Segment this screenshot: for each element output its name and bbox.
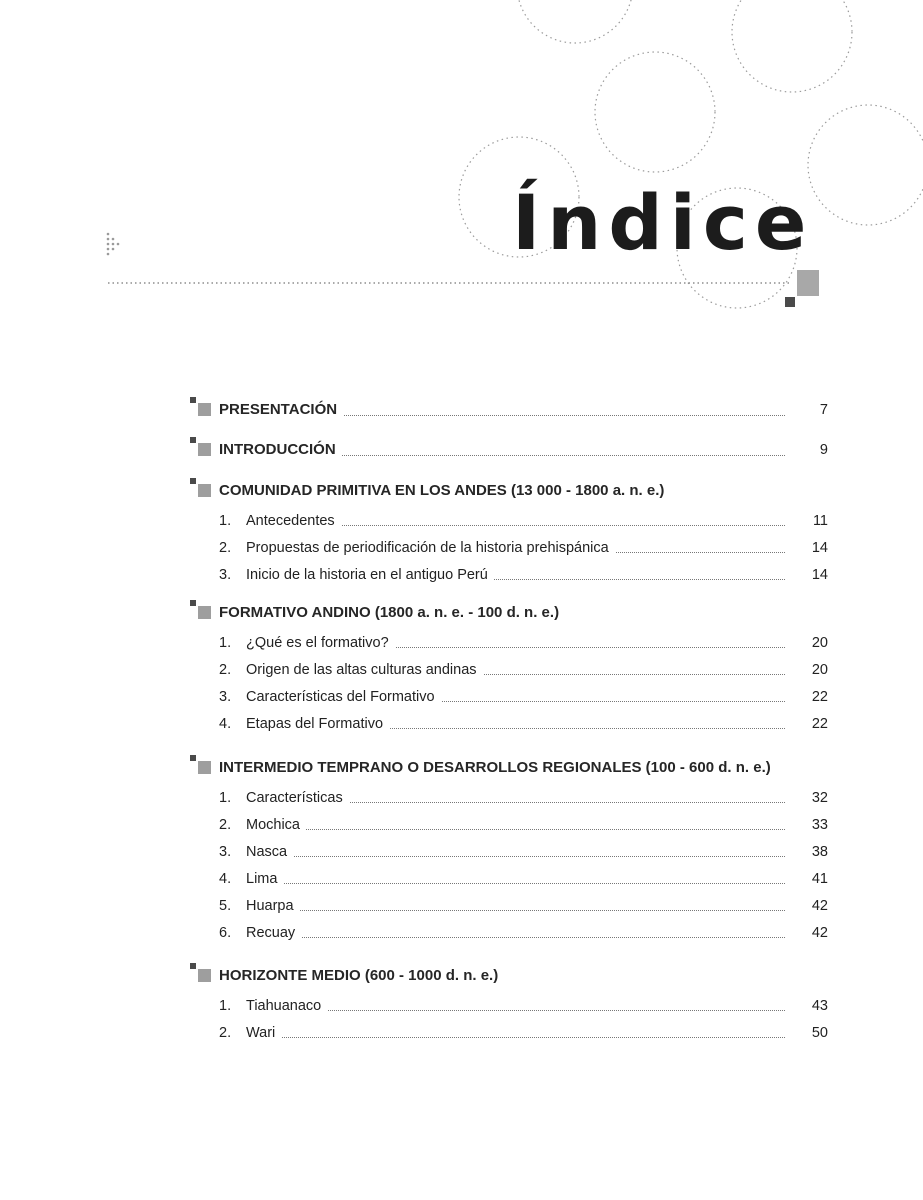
toc-section [190,482,830,593]
bullet-square-icon [190,600,212,622]
toc-entry-text: Características [246,789,349,807]
toc-entry[interactable] [190,816,830,843]
toc-entry-number: 5. [219,898,232,914]
toc-page-number: 50 [811,1025,828,1041]
toc-page-number: 7 [819,402,828,418]
toc-entry[interactable] [190,897,830,924]
bullet-square-icon [190,397,212,419]
toc-section-heading[interactable] [190,604,830,626]
toc-entry-text: Wari [246,1024,281,1042]
toc-entry[interactable] [190,512,830,539]
toc-page-number: 38 [811,844,828,860]
toc-entry[interactable] [190,843,830,870]
toc-entry-number: 1. [219,998,232,1014]
corner-square-small [785,297,795,307]
toc-entry-number: 3. [219,567,232,583]
dot-leader [246,856,785,857]
toc-entry[interactable] [190,870,830,897]
dot-leader [246,1037,785,1038]
toc-section-heading[interactable] [190,967,830,989]
toc-page-number: 9 [819,442,828,458]
toc-entry-number: 6. [219,925,232,941]
toc-section [190,604,830,742]
bullet-square-icon [190,963,212,985]
toc-section [190,401,830,423]
toc-entry-number: 2. [219,1025,232,1041]
toc-entry[interactable] [190,566,830,593]
toc-page-number: 14 [811,567,828,583]
toc-section-label: PRESENTACIÓN [219,401,343,419]
toc-entry[interactable] [190,715,830,742]
toc-section-label: HORIZONTE MEDIO (600 - 1000 d. n. e.) [219,967,504,985]
toc-section-heading[interactable] [190,759,830,781]
toc-entry-text: Etapas del Formativo [246,715,389,733]
toc-entry-text: Recuay [246,924,301,942]
toc-entry-text: Características del Formativo [246,688,441,706]
toc-entry-text: Origen de las altas culturas andinas [246,661,483,679]
toc-entry-text: Nasca [246,843,293,861]
toc-section-label: INTRODUCCIÓN [219,441,342,459]
dot-leader [246,910,785,911]
toc-section [190,759,830,951]
toc-entry-number: 3. [219,689,232,705]
dots-ornament [107,233,120,256]
toc-entry-number: 3. [219,844,232,860]
toc-entry[interactable] [190,634,830,661]
toc-entry[interactable] [190,661,830,688]
toc-page-number: 20 [811,635,828,651]
toc-entry-number: 1. [219,513,232,529]
toc-entry-number: 4. [219,716,232,732]
bullet-square-icon [190,755,212,777]
toc-entry-text: Huarpa [246,897,300,915]
toc-section-label: INTERMEDIO TEMPRANO O DESARROLLOS REGIONALES (100 - 600 d. n. e.) [219,759,777,777]
toc-page-number: 42 [811,898,828,914]
toc-entry-number: 4. [219,871,232,887]
toc-section-label: COMUNIDAD PRIMITIVA EN LOS ANDES (13 000 - 1800 a. n. e.) [219,482,670,500]
toc-page-number: 43 [811,998,828,1014]
toc-page-number: 41 [811,871,828,887]
toc-section [190,441,830,463]
dot-leader [246,829,785,830]
toc-section-heading[interactable] [190,441,830,463]
toc-entry-text: Tiahuanaco [246,997,327,1015]
toc-page-number: 11 [812,513,828,529]
toc-section-label: FORMATIVO ANDINO (1800 a. n. e. - 100 d. n. e.) [219,604,565,622]
dot-leader [246,937,785,938]
toc-page-number: 20 [811,662,828,678]
corner-square-large [797,270,819,296]
toc-entry[interactable] [190,789,830,816]
toc-entry-text: Mochica [246,816,306,834]
toc-section [190,967,830,1051]
toc-entry[interactable] [190,924,830,951]
toc-page-number: 22 [811,689,828,705]
toc-entry[interactable] [190,997,830,1024]
page-title: Índice [512,178,814,267]
toc-section-heading[interactable] [190,482,830,504]
toc-entry-text: Inicio de la historia en el antiguo Perú [246,566,494,584]
toc-entry[interactable] [190,539,830,566]
dot-leader [246,883,785,884]
toc-page-number: 14 [811,540,828,556]
toc-page-number: 42 [811,925,828,941]
toc-entry-text: Antecedentes [246,512,341,530]
toc-entry-number: 2. [219,817,232,833]
toc-entry-number: 1. [219,790,232,806]
bullet-square-icon [190,478,212,500]
bullet-square-icon [190,437,212,459]
toc-page-number: 33 [811,817,828,833]
toc-entry-text: ¿Qué es el formativo? [246,634,395,652]
toc-section-heading[interactable] [190,401,830,423]
toc-entry[interactable] [190,688,830,715]
toc-page-number: 22 [811,716,828,732]
toc-entry-number: 2. [219,662,232,678]
toc-entry-number: 1. [219,635,232,651]
toc-entry-number: 2. [219,540,232,556]
toc-entry[interactable] [190,1024,830,1051]
toc-entry-text: Lima [246,870,283,888]
toc-entry-text: Propuestas de periodificación de la historia prehispánica [246,539,615,557]
toc-page-number: 32 [811,790,828,806]
